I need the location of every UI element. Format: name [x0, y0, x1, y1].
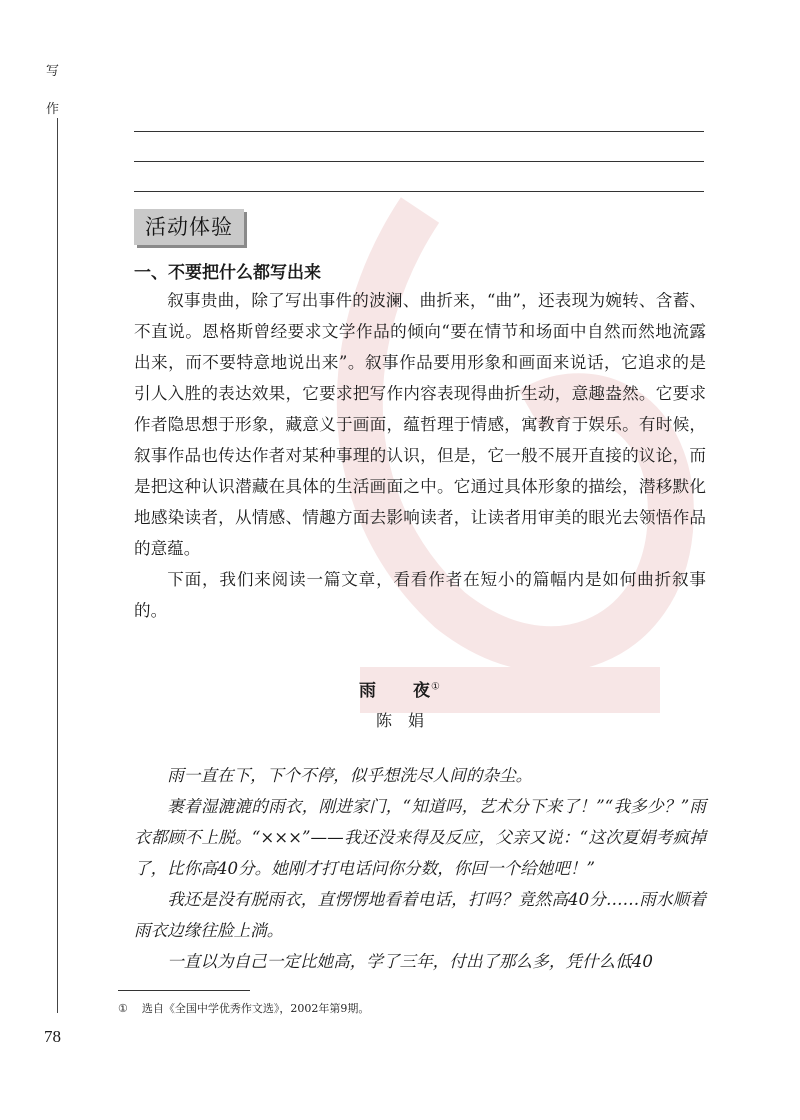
writing-line-2 [134, 161, 704, 162]
side-tab-char-2: 作 [46, 102, 60, 117]
story-author: 陈 娟 [375, 711, 424, 730]
story-title [0, 676, 800, 701]
footnote-rule [118, 990, 250, 991]
intro-paragraph-1: 叙事贵曲，除了写出事件的波澜、曲折来，“曲”，还表现为婉转、含蓄、不直说。恩格斯曾经要求文学作品的倾向“要在情节和场面中自然而然地流露出来，而不要特意地说出来”。叙事作品要用形象和画面来说话，它追求的是引人入胜的表达效果，它要求把写作内容表现得曲折生动，意趣盎然。它要求作者隐思想于形象，藏意义于画面，蕴哲理于情感，寓教育于娱乐。有时候，叙事作品也传达作者对某种事理的认识，但是，它一般不展开直接的议论，而是把这种认识潜藏在具体的生活画面之中。它通过具体形象的描绘，潜移默化地感染读者，从情感、情趣方面去影响读者，让读者用审美的眼光去领悟作品的意蕴。 [134, 291, 706, 558]
footnote-text: 选自《全国中学优秀作文选》，2002年第9期。 [141, 1002, 370, 1015]
story-paragraph-1: 雨一直在下，下个不停，似乎想洗尽人间的杂尘。 [167, 766, 533, 785]
story-paragraph-2: 裹着湿漉漉的雨衣，刚进家门，“知道吗，艺术分下来了！”“我多少？”雨衣都顾不上脱。“×××”——我还没来得及反应，父亲又说：“这次夏娟考疯掉了，比你高40分。她刚才打电话问你分数，你回一个给她吧！” [134, 797, 706, 878]
activity-badge: 活动体验 [134, 209, 244, 245]
footnote-marker: ① [118, 1002, 128, 1015]
writing-line-1 [134, 131, 704, 132]
story-paragraph-3: 我还是没有脱雨衣，直愣愣地看着电话，打吗？竟然高40分……雨水顺着雨衣边缘往脸上淌。 [134, 890, 706, 940]
writing-line-3 [134, 191, 704, 192]
side-rule [57, 118, 58, 1013]
section-heading: 一、不要把什么都写出来 [134, 263, 321, 283]
intro-paragraph-2: 下面，我们来阅读一篇文章，看看作者在短小的篇幅内是如何曲折叙事的。 [134, 570, 706, 620]
page-number: 78 [44, 1027, 61, 1046]
story-title-text: 雨 夜 [359, 681, 432, 701]
footnote [118, 1000, 369, 1016]
story-footnote-marker: ① [431, 681, 441, 693]
story-paragraph-4: 一直以为自己一定比她高，学了三年，付出了那么多，凭什么低40 [167, 952, 653, 971]
side-tab-char-1: 写 [46, 64, 60, 79]
